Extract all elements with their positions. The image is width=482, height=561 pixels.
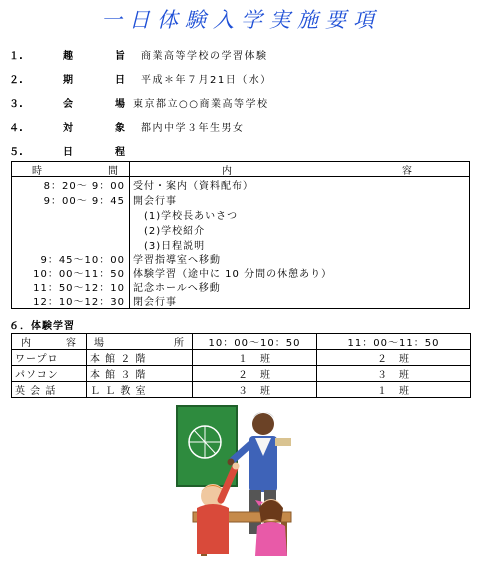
schedule-content: (1)学校長あいさつ [144, 211, 239, 222]
row-place: Ｌ Ｌ 教 室 [87, 382, 193, 398]
schedule-time: 8：20～ 9：00 [43, 181, 125, 192]
schedule-table [11, 161, 470, 309]
header-time-a: 時 [32, 166, 42, 177]
row-content: パソコン [12, 366, 87, 382]
table-row [12, 366, 471, 382]
header-content-b: 容 [402, 166, 412, 177]
column-divider [129, 162, 130, 308]
schedule-time: 9：00～ 9：45 [43, 196, 125, 207]
item-label: 期 日 [63, 74, 125, 86]
item-value: 平成＊年７月21日（水） [141, 74, 272, 86]
header-slot2: 11：00～11：50 [317, 334, 471, 350]
chalkboard [177, 406, 237, 486]
item-value: 商業高等学校の学習体験 [141, 50, 268, 62]
item-number: ５. [9, 146, 23, 158]
item-venue [9, 93, 268, 111]
schedule-time: 11：50～12：10 [33, 283, 125, 294]
header-slot1: 10：00～10：50 [193, 334, 317, 350]
item-number: ４. [9, 122, 23, 134]
header-place: 場 所 [87, 334, 193, 350]
page-title: 一日体験入学実施要項 [101, 8, 381, 32]
schedule-time: 10：00～11：50 [33, 269, 125, 280]
header-content: 内 容 [12, 334, 87, 350]
schedule-content: (2)学校紹介 [144, 226, 206, 237]
item-target [9, 117, 245, 135]
schedule-content: 閉会行事 [133, 297, 177, 308]
row-content: ワープロ [12, 350, 87, 366]
row-slot2: ２ 班 [317, 350, 471, 366]
row-slot2: ３ 班 [317, 366, 471, 382]
item-label: 趣 旨 [63, 50, 125, 62]
header-time-b: 間 [108, 166, 118, 177]
section-6-title: ６．体験学習 [9, 321, 75, 332]
student-girl-figure [255, 499, 287, 556]
row-slot1: １ 班 [193, 350, 317, 366]
item-number: ３. [9, 98, 23, 110]
row-slot1: ３ 班 [193, 382, 317, 398]
row-content: 英 会 話 [12, 382, 87, 398]
schedule-content: (3)日程説明 [144, 241, 206, 252]
table-row [12, 382, 471, 398]
schedule-content: 開会行事 [133, 196, 177, 207]
schedule-time: 9：45～10：00 [40, 255, 125, 266]
item-label: 会 場 [63, 98, 125, 110]
schedule-time: 12：10～12：30 [33, 297, 125, 308]
item-date [9, 69, 272, 87]
item-number: ２. [9, 74, 23, 86]
item-label: 対 象 [63, 122, 125, 134]
item-schedule [9, 141, 125, 159]
experience-table [11, 333, 471, 398]
item-value: 都内中学３年生男女 [141, 122, 245, 134]
schedule-content: 体験学習（途中に 10 分間の休憩あり） [133, 269, 333, 280]
schedule-header [12, 162, 469, 177]
table-header-row [12, 334, 471, 350]
item-number: １. [9, 50, 23, 62]
schedule-content: 記念ホールへ移動 [133, 283, 221, 294]
item-label: 日 程 [63, 146, 125, 158]
schedule-content: 受付・案内（資料配布） [133, 181, 254, 192]
teacher-students-illustration [175, 404, 303, 559]
row-slot1: ２ 班 [193, 366, 317, 382]
item-purpose [9, 45, 268, 63]
table-row [12, 350, 471, 366]
schedule-content: 学習指導室へ移動 [133, 255, 221, 266]
item-value: 東京都立○○商業高等学校 [133, 98, 269, 110]
row-place: 本 館 ２ 階 [87, 350, 193, 366]
header-content-a: 内 [222, 166, 232, 177]
row-slot2: １ 班 [317, 382, 471, 398]
row-place: 本 館 ３ 階 [87, 366, 193, 382]
